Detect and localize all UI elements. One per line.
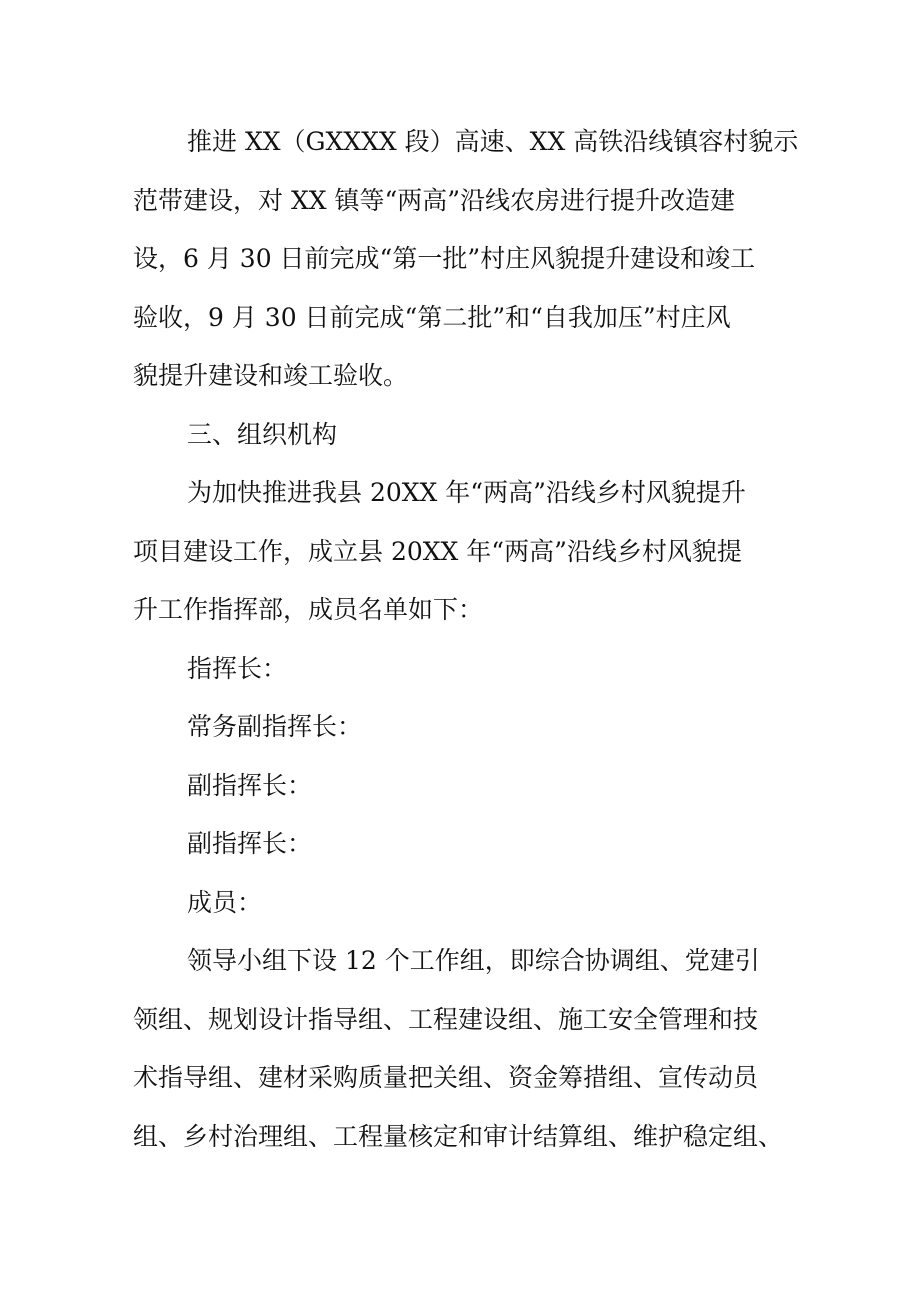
paragraph-2-line-1: 为加快推进我县 20XX 年“两高”沿线乡村风貌提升 [187, 478, 746, 507]
role-deputy-commander-2: 副指挥长： [187, 829, 313, 858]
role-deputy-commander-1: 副指挥长： [187, 770, 313, 800]
paragraph-1-line-2: 范带建设，对 XX 镇等“两高”沿线农房进行提升改造建 [133, 185, 736, 215]
paragraph-2-line-2: 项目建设工作，成立县 20XX 年“两高”沿线乡村风貌提 [133, 536, 742, 566]
role-executive-deputy-commander: 常务副指挥长： [187, 712, 363, 741]
paragraph-1-line-1: 推进 XX（GXXXX 段）高速、XX 高铁沿线镇容村貌示 [187, 127, 799, 156]
section-heading: 三、组织机构 [187, 419, 338, 449]
document-body [133, 113, 799, 1166]
paragraph-3-line-2: 领组、规划设计指导组、工程建设组、施工安全管理和技 [133, 1004, 759, 1034]
paragraph-1-line-5: 貌提升建设和竣工验收。 [133, 361, 409, 390]
paragraph-1-line-3: 设，6 月 30 日前完成“第一批”村庄风貌提升建设和竣工 [133, 244, 756, 273]
paragraph-3-line-1: 领导小组下设 12 个工作组，即综合协调组、党建引 [187, 946, 760, 975]
role-members: 成员： [187, 887, 263, 917]
paragraph-1-line-4: 验收，9 月 30 日前完成“第二批”和“自我加压”村庄风 [133, 302, 731, 332]
paragraph-3-line-3: 术指导组、建材采购质量把关组、资金筹措组、宣传动员 [133, 1063, 759, 1092]
paragraph-3-line-4: 组、乡村治理组、工程量核定和审计结算组、维护稳定组、 [133, 1121, 784, 1151]
role-commander: 指挥长： [187, 653, 288, 683]
paragraph-2-line-3: 升工作指挥部，成员名单如下： [133, 595, 484, 624]
